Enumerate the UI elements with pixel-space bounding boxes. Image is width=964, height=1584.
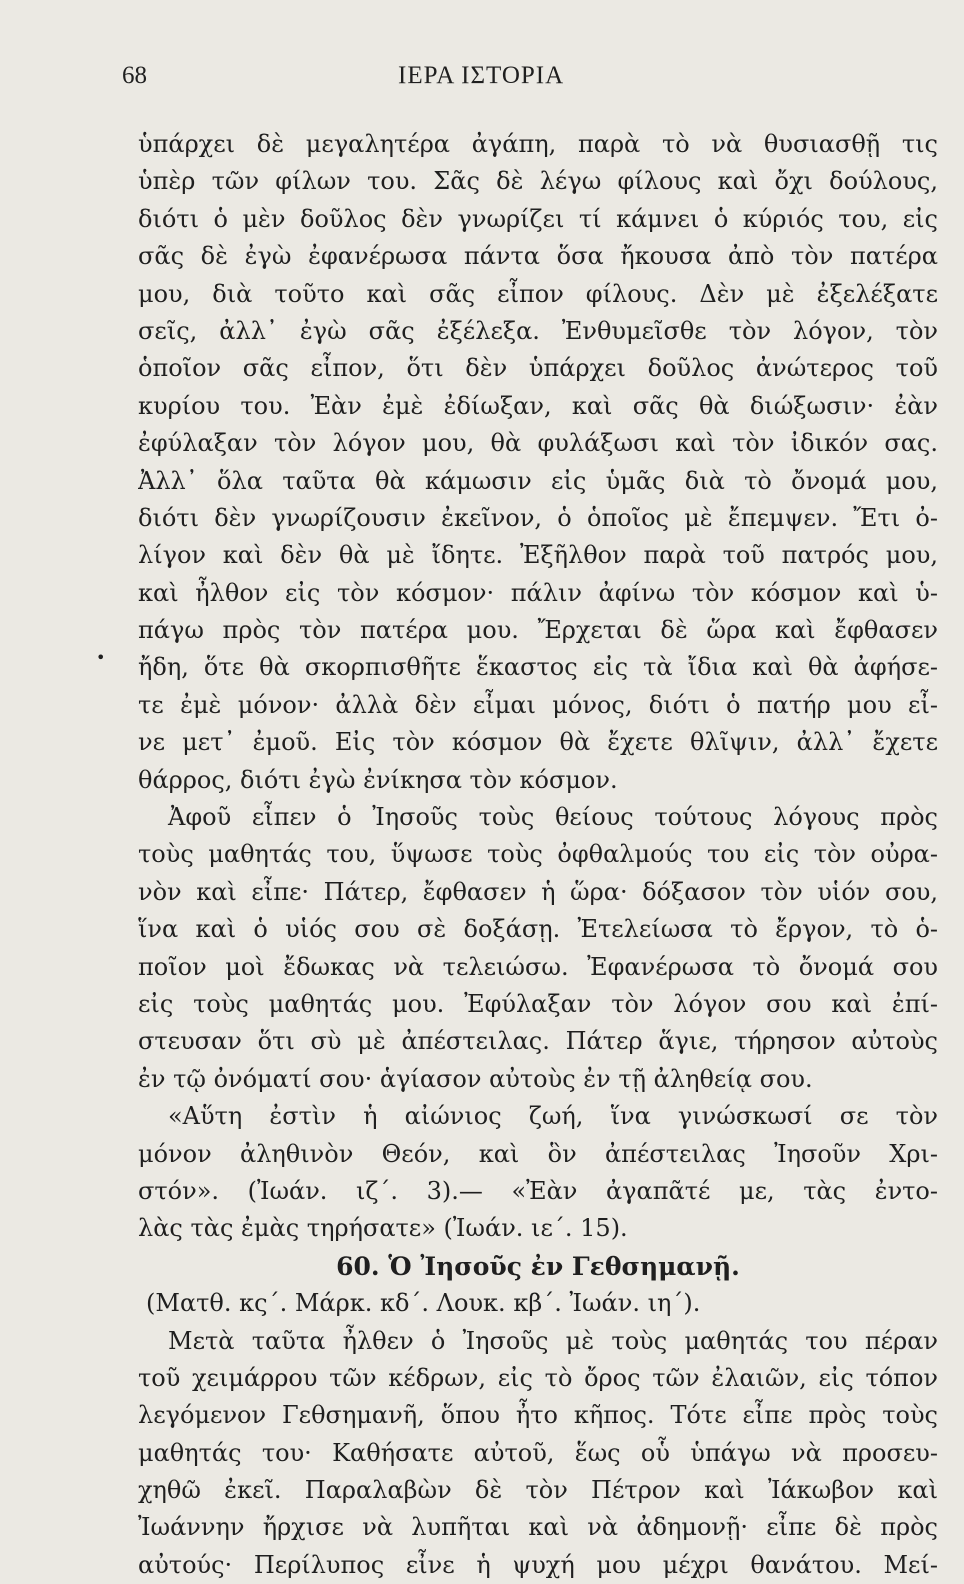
text-line: ἤδη, ὅτε θὰ σκορπισθῆτε ἕκαστος εἰς τὰ ἴδια καὶ θὰ ἀφήσε- [138, 653, 938, 682]
text-line: νὸν καὶ εἶπε· Πάτερ, ἔφθασεν ἡ ὥρα· δόξασον τὸν υἱόν σου, [138, 877, 938, 906]
margin-dot-mark: • [96, 648, 106, 667]
quote-line: λὰς τὰς ἐμὰς τηρήσατε» (Ἰωάν. ιε΄. 15). [138, 1214, 628, 1243]
text-line: διότι ὁ μὲν δοῦλος δὲν γνωρίζει τί κάμνει ὁ κύριός του, εἰς [138, 204, 938, 233]
scripture-references: (Ματθ. κς΄. Μάρκ. κδ΄. Λουκ. κβ΄. Ἰωάν. ιη΄). [146, 1289, 701, 1318]
text-line: ὑπὲρ τῶν φίλων του. Σᾶς δὲ λέγω φίλους καὶ ὄχι δούλους, [138, 167, 938, 196]
text-line: ἵνα καὶ ὁ υἱός σου σὲ δοξάσῃ. Ἐτελείωσα τὸ ἔργον, τὸ ὁ- [138, 915, 938, 944]
quote-line: στόν». (Ἰωάν. ιζ΄. 3).— «Ἐὰν ἀγαπᾶτέ με, τὰς ἐντο- [138, 1176, 938, 1205]
text-line: ἐφύλαξαν τὸν λόγον μου, θὰ φυλάξωσι καὶ τὸν ἰδικόν σας. [138, 429, 938, 458]
section-heading: 60. Ὁ Ἰησοῦς ἐν Γεθσημανῇ. [336, 1251, 740, 1281]
text-line: ὑπάρχει δὲ μεγαλητέρα ἀγάπη, παρὰ τὸ νὰ θυσιασθῇ τις [138, 130, 938, 158]
quote-line: «Αὕτη ἐστὶν ἡ αἰώνιος ζωή, ἵνα γινώσκωσί σε τὸν [168, 1102, 938, 1131]
text-line: στευσαν ὅτι σὺ μὲ ἀπέστειλας. Πάτερ ἅγιε, τήρησον αὐτοὺς [138, 1027, 938, 1056]
text-line: τοῦ χειμάρρου τῶν κέδρων, εἰς τὸ ὄρος τῶν ἐλαιῶν, εἰς τόπον [138, 1363, 938, 1392]
text-line: χηθῶ ἐκεῖ. Παραλαβὼν δὲ τὸν Πέτρον καὶ Ἰάκωβον καὶ [138, 1476, 938, 1505]
text-line: τε ἐμὲ μόνον· ἀλλὰ δὲν εἶμαι μόνος, διότι ὁ πατήρ μου εἶ- [138, 690, 938, 719]
page-header [0, 62, 964, 102]
text-line: αὐτούς· Περίλυπος εἶνε ἡ ψυχή μου μέχρι θανάτου. Μεί- [138, 1550, 938, 1579]
text-line: ὁποῖον σᾶς εἶπον, ὅτι δὲν ὑπάρχει δοῦλος ἀνώτερος τοῦ [138, 354, 938, 383]
text-line: κυρίου του. Ἐὰν ἐμὲ ἐδίωξαν, καὶ σᾶς θὰ διώξωσιν· ἐὰν [138, 391, 938, 420]
text-line: ποῖον μοὶ ἔδωκας νὰ τελειώσω. Ἐφανέρωσα τὸ ὄνομά σου [138, 952, 938, 981]
text-line: Μετὰ ταῦτα ἦλθεν ὁ Ἰησοῦς μὲ τοὺς μαθητάς του πέραν [168, 1326, 938, 1355]
body-text [138, 126, 938, 1584]
text-line: Ἰωάννην ἤρχισε νὰ λυπῆται καὶ νὰ ἀδημονῇ· εἶπε δὲ πρὸς [138, 1513, 938, 1542]
text-line: καὶ ἦλθον εἰς τὸν κόσμον· πάλιν ἀφίνω τὸν κόσμον καὶ ὑ- [138, 578, 938, 607]
text-line: λεγόμενον Γεθσημανῆ, ὅπου ἦτο κῆπος. Τότε εἶπε πρὸς τοὺς [138, 1401, 938, 1430]
running-title: ΙΕΡΑ ΙΣΤΟΡΙΑ [398, 62, 565, 89]
text-line: σεῖς, ἀλλ᾽ ἐγὼ σᾶς ἐξέλεξα. Ἐνθυμεῖσθε τὸν λόγον, τὸν [138, 316, 938, 345]
quote-line: μόνον ἀληθινὸν Θεόν, καὶ ὃν ἀπέστειλας Ἰησοῦν Χρι- [138, 1139, 938, 1168]
text-line: τοὺς μαθητάς του, ὕψωσε τοὺς ὀφθαλμούς του εἰς τὸν οὐρα- [138, 840, 938, 869]
text-line: Ἀλλ᾽ ὅλα ταῦτα θὰ κάμωσιν εἰς ὑμᾶς διὰ τὸ ὄνομά μου, [138, 466, 938, 495]
text-line: διότι δὲν γνωρίζουσιν ἐκεῖνον, ὁ ὁποῖος μὲ ἔπεμψεν. Ἔτι ὀ- [138, 503, 938, 532]
text-line: λίγον καὶ δὲν θὰ μὲ ἴδητε. Ἐξῆλθον παρὰ τοῦ πατρός μου, [138, 541, 938, 570]
text-line: ἐν τῷ ὀνόματί σου· ἁγίασον αὐτοὺς ἐν τῇ ἀληθείᾳ σου. [138, 1064, 813, 1093]
text-line: Ἀφοῦ εἶπεν ὁ Ἰησοῦς τοὺς θείους τούτους λόγους πρὸς [168, 803, 938, 832]
text-line: θάρρος, διότι ἐγὼ ἐνίκησα τὸν κόσμον. [138, 765, 618, 794]
text-line: εἰς τοὺς μαθητάς μου. Ἐφύλαξαν τὸν λόγον σου καὶ ἐπί- [138, 989, 938, 1018]
text-line: πάγω πρὸς τὸν πατέρα μου. Ἔρχεται δὲ ὥρα καὶ ἔφθασεν [138, 616, 938, 645]
text-line: μαθητάς του· Καθήσατε αὐτοῦ, ἕως οὗ ὑπάγω νὰ προσευ- [138, 1438, 938, 1467]
text-line: σᾶς δὲ ἐγὼ ἐφανέρωσα πάντα ὅσα ἤκουσα ἀπὸ τὸν πατέρα [138, 242, 938, 271]
text-line: νε μετ᾽ ἐμοῦ. Εἰς τὸν κόσμον θὰ ἔχετε θλῖψιν, ἀλλ᾽ ἔχετε [138, 728, 938, 757]
text-line: μου, διὰ τοῦτο καὶ σᾶς εἶπον φίλους. Δὲν μὲ ἐξελέξατε [138, 279, 938, 308]
page-number: 68 [122, 62, 147, 89]
